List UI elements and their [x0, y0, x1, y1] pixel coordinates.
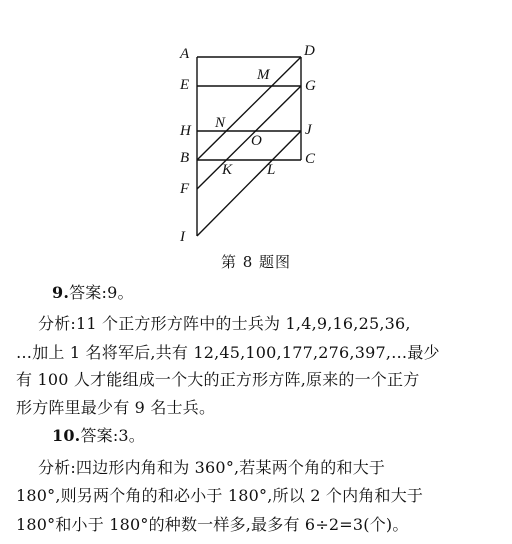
q9-analysis-line-2: …加上 1 名将军后,共有 12,45,100,177,276,397,…最少 [16, 343, 440, 362]
label-G: G [305, 78, 316, 94]
q9-answer-line [52, 280, 134, 306]
label-D: D [304, 43, 315, 59]
segment-BD [197, 57, 301, 160]
label-N: N [215, 115, 226, 131]
label-H: H [180, 123, 191, 139]
label-L: L [267, 162, 276, 178]
q9-analysis-line-1: 分析:11 个正方形方阵中的士兵为 1,4,9,16,25,36, [38, 314, 411, 333]
q10-analysis-line-2: 180°,则另两个角的和必小于 180°,所以 2 个内角和大于 [16, 486, 424, 505]
q10-answer-line [52, 423, 145, 449]
label-M: M [257, 67, 270, 83]
q10-number: 10. [52, 426, 81, 445]
q10-answer: 答案:3。 [80, 426, 146, 445]
label-E: E [180, 77, 190, 93]
label-K: K [222, 162, 233, 178]
q9-analysis-line-3: 有 100 人才能组成一个大的正方形方阵,原来的一个正方 [16, 370, 420, 389]
label-F: F [180, 181, 190, 197]
q9-answer: 答案:9。 [69, 283, 134, 302]
label-A: A [180, 46, 190, 62]
label-O: O [251, 133, 262, 149]
label-B: B [180, 150, 190, 166]
figure-diagram [0, 0, 512, 260]
figure-caption: 第 8 题图 [220, 253, 292, 271]
q10-analysis-line-1: 分析:四边形内角和为 360°,若某两个角的和大于 [38, 458, 386, 477]
label-J: J [305, 122, 312, 138]
segment-FG [197, 86, 301, 189]
segment-IJ [197, 131, 301, 236]
q9-analysis-line-4: 形方阵里最少有 9 名士兵。 [16, 398, 216, 417]
label-C: C [305, 151, 316, 167]
q10-analysis-line-3: 180°和小于 180°的种数一样多,最多有 6÷2=3(个)。 [16, 515, 409, 534]
label-I: I [180, 229, 185, 245]
q9-number: 9. [52, 283, 70, 302]
